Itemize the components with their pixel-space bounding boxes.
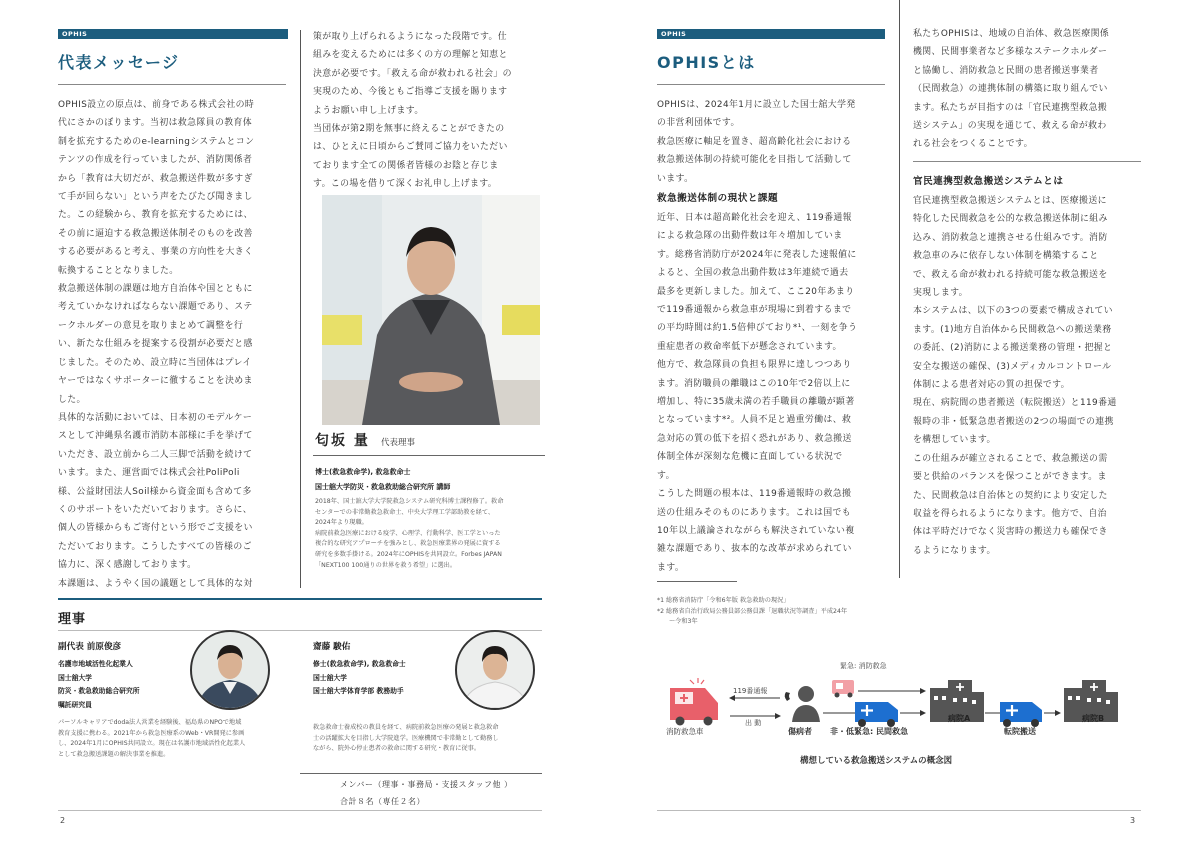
member-1-line-1: 名護市地域活性化起業人: [58, 660, 133, 668]
text-line: 体制全体が深刻な危機に直面している状況で: [657, 452, 843, 463]
footer-rule: [58, 810, 542, 811]
title-divider: [657, 84, 885, 85]
text-line: よると、全国の救急出動件数は3年連続で過去: [657, 268, 849, 279]
subheading-system: 官民連携型救急搬送システムとは: [913, 176, 1064, 187]
board-title: 理事: [58, 612, 87, 627]
text-line: 救急医療に軸足を置き、超高齢化社会における: [657, 136, 852, 147]
label-dispatch: 出 動: [745, 719, 762, 727]
text-line: います。また、運営面では株式会社PoliPoli: [58, 468, 240, 479]
footnote-2-cont: 〜令和3年: [669, 618, 698, 626]
text-line: 実現のため、今後ともご指導ご支援を賜ります: [313, 87, 508, 98]
text-line: た、民間救急は自治体との契約により安定した: [913, 490, 1108, 501]
text-line: 考えていかなければならない課題であり、ステ: [58, 302, 253, 313]
text-line: 機関、民間事業者など多様なステークホルダー: [913, 47, 1108, 58]
bio-line: 救急救命士養成校の教員を経て、病院前救急医療の発展と救急救命: [313, 724, 499, 731]
text-line: す。総務省消防庁が2024年に発表した速報値に: [657, 249, 857, 260]
text-line: 決意が必要です。「救える命が救われる社会」の: [313, 68, 512, 79]
bio-line: 研究を多数手掛ける。2024年にOPHISを共同設立。Forbes JAPAN: [315, 550, 502, 558]
text-line: た。この経験から、教育を拡充するためには、: [58, 210, 253, 221]
label-emergency: 緊急: 消防救急: [840, 662, 887, 670]
member-2-line-2: 国士舘大学: [313, 673, 347, 682]
member-1-line-4: 嘱託研究員: [58, 700, 92, 709]
text-line: ます。消防職員の離職はこの10年で2倍以上に: [657, 378, 851, 389]
label-transfer: 転院搬送: [1004, 727, 1036, 736]
text-line: す。: [657, 470, 675, 481]
label-call: 119番通報: [733, 687, 768, 695]
text-line: の平均時間は約1.5倍伸びており*¹、一刻を争う: [657, 323, 858, 334]
rep-credential-2: 国士舘大学防災・救急救助総合研究所 講師: [315, 482, 451, 491]
label-nonurgent: 非・低緊急: 民間救急: [830, 727, 908, 736]
text-line: て手が回らない」という声をたびたび聞きまし: [58, 192, 253, 203]
footnotes: [657, 596, 897, 628]
text-line: テンツの作成を行っていましたが、消防関係者: [58, 155, 253, 166]
bio-line: 2018年、国士舘大学大学院救急システム研究科博士課程修了。救命: [315, 498, 504, 505]
bio-line: ながら、院外心停止患者の救命に関する研究・教育に従事。: [313, 745, 481, 753]
text-line: ております全ての関係者皆様のお陰と存じま: [313, 160, 499, 171]
section-tag: [657, 29, 885, 39]
text-line: 体制による患者対応の質の担保です。: [913, 380, 1070, 391]
text-line: となっています*²。人員不足と過重労働は、救: [657, 415, 852, 426]
member-2-line-3: 国士舘大学体育学部 教務助手: [313, 687, 404, 695]
text-line: スとして沖縄県名護市消防本部様に手を挙げて: [58, 431, 253, 442]
page-title: 代表メッセージ: [58, 53, 180, 72]
text-line: 安全な搬送の確保、(3)メディカルコントロール: [913, 361, 1112, 372]
text-line: から「教育は大切だが、救急搬送件数が多すぎ: [58, 173, 253, 184]
current-state-text: [657, 209, 887, 577]
member-1-line-2: 国士舘大学: [58, 673, 92, 682]
section-tag-label: OPHIS: [661, 30, 687, 38]
text-line: この仕組みが確立されることで、救急搬送の需: [913, 453, 1108, 464]
text-line: れる社会をつくることです。: [913, 139, 1033, 150]
intro-text: [657, 96, 887, 188]
subheading-current-state: 救急搬送体制の現状と課題: [657, 193, 779, 204]
mission-divider: [913, 161, 1141, 162]
page-number: 2: [60, 816, 66, 825]
member-2-avatar: [455, 630, 535, 710]
system-text: [913, 192, 1145, 560]
text-line: その前に逼迫する救急搬送体制そのものを改善: [58, 228, 253, 239]
member-2-name: 齋藤 駿佑: [313, 642, 351, 652]
text-line: 報時の非・低緊急患者搬送の2つの場面での連携: [913, 416, 1114, 427]
text-line: ヤーではなくサポーターに徹することを決めま: [58, 376, 253, 387]
footnote-2: *2 総務省自治行政局公務員部公務員課「退職状況等調査」平成24年: [657, 607, 848, 615]
members-divider: [300, 773, 542, 774]
text-line: ます。: [657, 562, 685, 573]
patient-icon: [792, 686, 820, 722]
page-title: OPHISとは: [657, 53, 756, 72]
member-1-line-3: 防災・救急救助総合研究所: [58, 687, 140, 695]
title-divider: [58, 84, 286, 85]
text-line: 本システムは、以下の3つの要素で構成されてい: [913, 306, 1113, 317]
footnote-1: *1 総務省消防庁「令和6年版 救急救助の現況」: [657, 597, 790, 604]
text-line: 様、公益財団法人Soil様から資金面も含めて多: [58, 486, 252, 497]
bio-line: センターでの非常勤救急救命士、中央大学理工学部助教を経て、: [315, 508, 495, 516]
text-line: 雑な課題であり、抜本的な改革が求められてい: [657, 544, 852, 555]
text-line: による救急隊の出動件数は年々増加していま: [657, 231, 843, 242]
board-divider: [58, 630, 542, 631]
member-2-line-1: 修士(救急救命学), 救急救命士: [313, 660, 406, 668]
rep-credentials: [315, 465, 547, 494]
text-line: 組みを変えるためには多くの方の理解と知恵と: [313, 50, 508, 61]
text-line: （民間救急）の連携体制の構築に取り組んでい: [913, 84, 1108, 95]
text-line: います。: [657, 173, 694, 184]
private-ambulance-icon: [855, 702, 898, 727]
text-line: 増加し、特に35歳未満の若手職員の離職が顕著: [657, 397, 855, 408]
bio-line: し、2024年1月にOPHIS共同設立。現在は名護市地域活性化起業人: [58, 740, 246, 748]
members-total: 合計８名（専任２名）: [340, 797, 425, 806]
text-line: す。この場を借りて深くお礼申し上げます。: [313, 179, 498, 190]
bio-line: 教育支援に携わる。2021年から救急医療系のWeb・VR開発に参画: [58, 729, 245, 737]
text-line: で119番通報から救急車が現場に到着するまで: [657, 305, 852, 316]
text-line: 現在、病院間の患者搬送（転院搬送）と119番通: [913, 398, 1117, 409]
text-line: 要と供給のバランスを保つことができます。ま: [913, 472, 1107, 483]
text-line: 急対応の質の低下を招く恐れがあり、救急搬送: [657, 433, 852, 444]
transfer-ambulance-icon: [1000, 702, 1042, 727]
section-tag: [58, 29, 288, 39]
text-line: OPHISは、2024年1月に設立した国士舘大学発: [657, 100, 856, 110]
text-line: じました。そのため、設立時に当団体はプレイ: [58, 357, 252, 368]
text-line: と協働し、消防救急と民間の患者搬送事業者: [913, 65, 1099, 76]
column-divider: [899, 0, 900, 578]
text-line: 救急車のみに依存しない体制を構築すること: [913, 251, 1099, 262]
text-line: こうした問題の根本は、119番通報時の救急搬: [657, 489, 852, 500]
text-line: の委託、(2)消防による搬送業務の管理・把握と: [913, 343, 1113, 354]
label-fire-ambulance: 消防救急車: [666, 727, 704, 736]
text-line: 官民連携型救急搬送システムとは、医療搬送に: [913, 196, 1107, 206]
avatar-illustration: [457, 632, 533, 708]
rep-nameplate: [315, 430, 415, 450]
page-number: 3: [1130, 816, 1136, 825]
text-line: 策が取り上げられるようになった段階です。仕: [313, 32, 508, 42]
rep-bio: [315, 497, 547, 571]
text-line: 他方で、救急隊員の負担も限界に達しつつあり: [657, 360, 852, 371]
member-1-avatar: [190, 630, 270, 710]
member-1-name: 副代表 前原俊彦: [58, 642, 122, 652]
portrait-illustration: [322, 195, 540, 425]
text-line: する必要があると考え、事業の方向性を大きく: [58, 247, 254, 258]
representative-photo: [322, 195, 540, 425]
member-2-bio: [313, 723, 545, 755]
member-1-bio: [58, 718, 288, 760]
text-line: ようお願い申し上げます。: [313, 105, 424, 116]
diagram-caption: 構想している救急搬送システムの概念図: [800, 756, 953, 766]
diagram-graphics: [660, 658, 1140, 768]
bio-line: パーソルキャリアでdoda法人営業を経験後、福島県のNPOで地域: [58, 719, 242, 726]
text-line: い、新たな仕組みを提案する役割が必要だと感: [58, 339, 253, 350]
text-line: 救急搬送体制の持続可能化を目指して活動して: [657, 155, 852, 166]
bio-line: 「NEXT100 100通りの世界を救う希望」に選出。: [315, 561, 457, 569]
label-hospital-a: 病院A: [948, 714, 971, 723]
rep-divider: [313, 455, 545, 456]
text-line: 近年、日本は超高齢化社会を迎え、119番通報: [657, 213, 852, 223]
text-line: くのサポートをいただいております。さらに、: [58, 504, 253, 515]
text-line: で、救える命が救われる持続可能な救急搬送を: [913, 269, 1108, 280]
text-line: 具体的な活動においては、日本初のモデルケー: [58, 412, 253, 423]
text-line: 実現します。: [913, 288, 968, 299]
text-line: 代にさかのぼります。当初は救急隊員の教育体: [58, 118, 253, 129]
message-column-2: [313, 28, 545, 194]
bio-line: 士の活躍拡大を目指し大学院進学。医療機関で非常勤として勤務し: [313, 734, 499, 742]
text-line: は、ひとえに日頃からご賛同ご協力をいただい: [313, 142, 508, 153]
text-line: 10年以上議論されながらも解決されていない複: [657, 525, 855, 536]
text-line: 込み、消防救急と連携させる仕組みです。消防: [913, 232, 1108, 243]
text-line: ます。私たちが目指すのは「官民連携型救急搬: [913, 102, 1108, 113]
text-line: を構想しています。: [913, 435, 996, 446]
system-concept-diagram: [660, 658, 1140, 768]
text-line: るようになります。: [913, 545, 996, 556]
rep-role: 代表理事: [380, 438, 415, 448]
fire-ambulance-icon: [670, 678, 718, 726]
bio-line: として救急搬送課題の解決事業を推進。: [58, 750, 170, 758]
footnote-rule: [657, 581, 737, 582]
text-line: 当団体が第2期を無事に終えることができたの: [313, 124, 505, 135]
bio-line: 病院前救急医療における疫学、心理学、行動科学、医工学といった: [315, 529, 501, 537]
board-rule: [58, 598, 542, 600]
column-divider: [300, 30, 301, 588]
message-column-1: [58, 96, 288, 593]
text-line: の非営利団体です。: [657, 118, 740, 129]
footer-rule: [657, 810, 1141, 811]
text-line: 収益を得られるようになります。他方で、自治: [913, 508, 1107, 519]
text-line: 転換することとなりました。: [58, 265, 179, 276]
text-line: 救急搬送体制の課題は地方自治体や国とともに: [58, 284, 253, 295]
text-line: 特化した民間救急を公的な救急搬送体制に組み: [913, 214, 1108, 225]
text-line: いただき、設立前から二人三脚で活動を続けて: [58, 449, 253, 460]
text-line: ークホルダーの意見を取りまとめて調整を行: [58, 320, 244, 331]
text-line: 私たちOPHISは、地域の自治体、救急医療関係: [913, 29, 1110, 39]
text-line: ただいております。こうしたすべての皆様のご: [58, 541, 252, 552]
text-line: 送の仕組みそのものにあります。これは国でも: [657, 507, 852, 518]
text-line: OPHIS設立の原点は、前身である株式会社の時: [58, 100, 255, 110]
text-line: 本課題は、ようやく国の議題として具体的な対: [58, 578, 253, 589]
section-tag-label: OPHIS: [62, 30, 88, 38]
small-ambulance-icon: [832, 680, 854, 698]
label-patient: 傷病者: [788, 727, 812, 736]
rep-name: 匂坂 量: [315, 433, 370, 449]
text-line: 体は平時だけでなく災害時の搬送力も確保でき: [913, 527, 1108, 538]
text-line: 制を拡充するためのe-learningシステムとコン: [58, 136, 255, 147]
bio-line: 複合的な研究アプローチを強みとし、救急医療業界の発展に資する: [315, 540, 501, 548]
text-line: した。: [58, 394, 86, 405]
text-line: 個人の皆様からもご寄付という形でご支援をい: [58, 523, 253, 534]
text-line: 協力に、深く感謝しております。: [58, 560, 197, 571]
text-line: 最多を更新しました。加えて、ここ20年あまり: [657, 286, 855, 297]
label-hospital-b: 病院B: [1082, 714, 1105, 723]
text-line: ます。(1)地方自治体から民間救急への搬送業務: [913, 324, 1112, 335]
members-summary: メンバー（理事・事務局・支援スタッフ他 ）: [340, 780, 513, 789]
text-line: 送システム」の実現を通じて、救える命が救わ: [913, 121, 1107, 132]
avatar-illustration: [192, 632, 268, 708]
bio-line: 2024年より現職。: [315, 519, 368, 527]
rep-credential-1: 博士(救急救命学), 救急救命士: [315, 468, 411, 476]
mission-text: [913, 25, 1145, 154]
text-line: 重症患者の救命率低下が懸念されています。: [657, 341, 842, 352]
